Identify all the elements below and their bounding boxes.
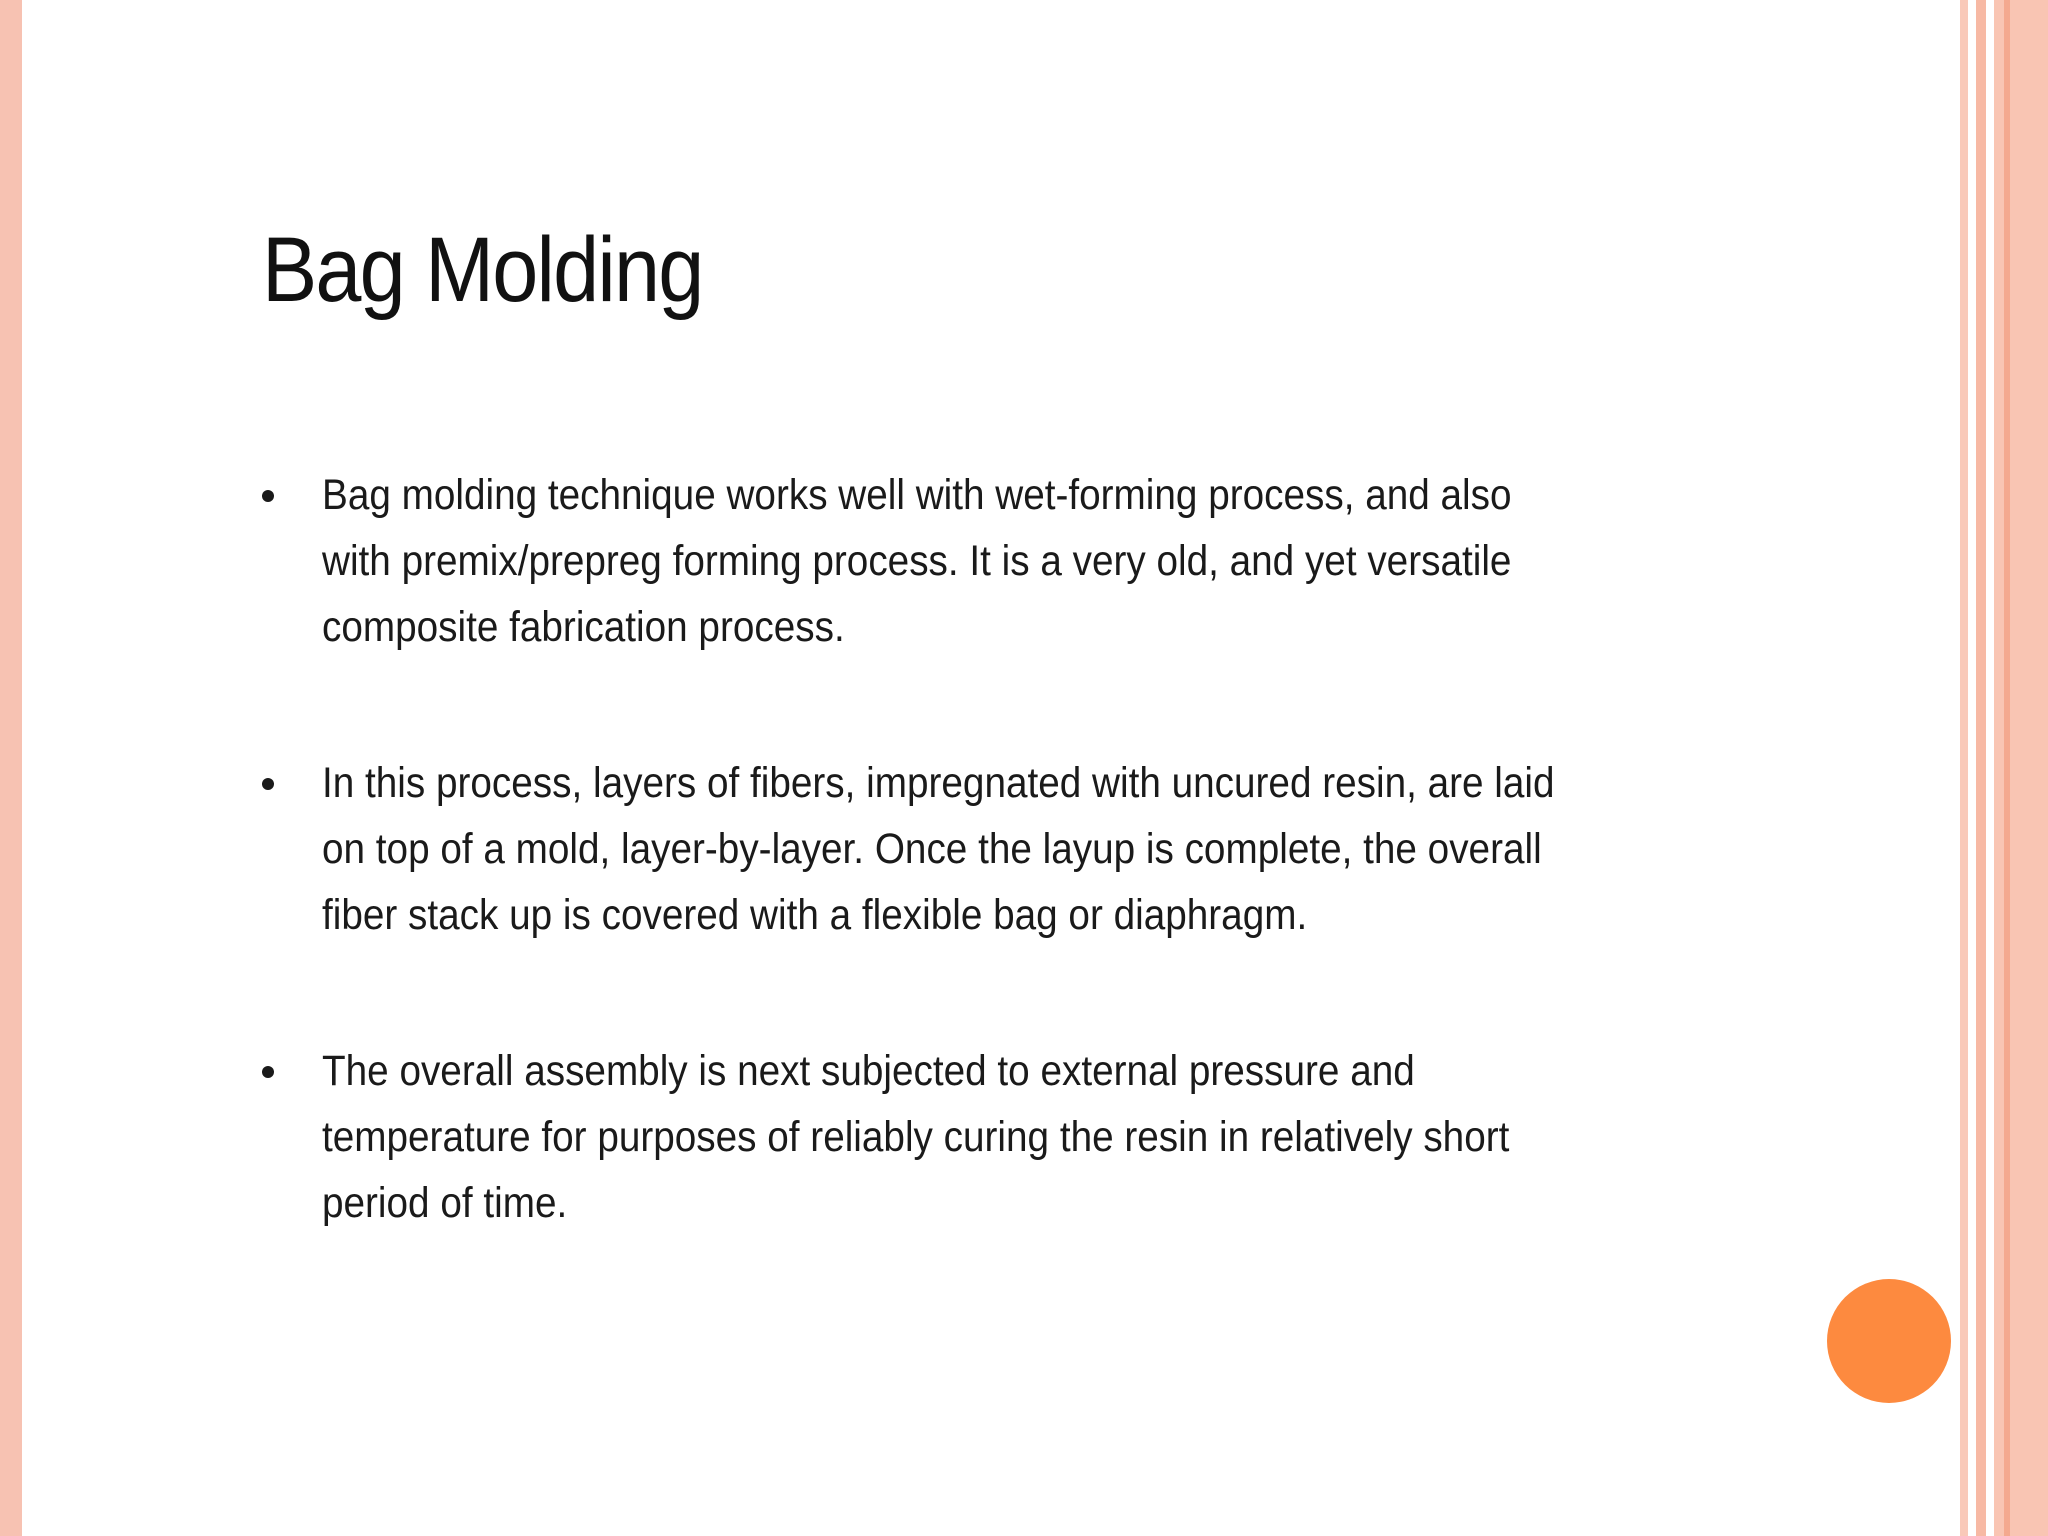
right-stripe-decoration: [1994, 0, 2048, 1536]
bullet-text: Bag molding technique works well with wet-forming process, and also with premix/prepreg forming process. It is a very old, and yet versatile composite fabrication process.: [322, 471, 1512, 651]
right-stripe-decoration: [1960, 0, 1968, 1536]
bullet-item: [262, 1038, 1642, 1236]
right-stripe-gap: [1968, 0, 1976, 1536]
bullet-icon: [262, 490, 274, 502]
left-border-decoration: [0, 0, 22, 1536]
bullet-icon: [262, 1066, 274, 1078]
bullet-text: The overall assembly is next subjected to external pressure and temperature for purposes of reliably curing the resin in relatively short period of time.: [322, 1047, 1510, 1227]
right-stripe-decoration: [1976, 0, 1986, 1536]
orange-circle-decoration: [1827, 1279, 1951, 1403]
right-stripe-decoration: [2004, 0, 2010, 1536]
bullet-item: [262, 750, 1642, 948]
right-stripe-gap: [1986, 0, 1994, 1536]
bullet-list: [262, 462, 1642, 1326]
bullet-item: [262, 462, 1642, 660]
bullet-text: In this process, layers of fibers, impregnated with uncured resin, are laid on top of a mold, layer-by-layer. Once the layup is complete, the overall fiber stack up is covered with a flexible bag or diaphragm.: [322, 759, 1555, 939]
slide-title: Bag Molding: [262, 219, 703, 321]
bullet-icon: [262, 778, 274, 790]
